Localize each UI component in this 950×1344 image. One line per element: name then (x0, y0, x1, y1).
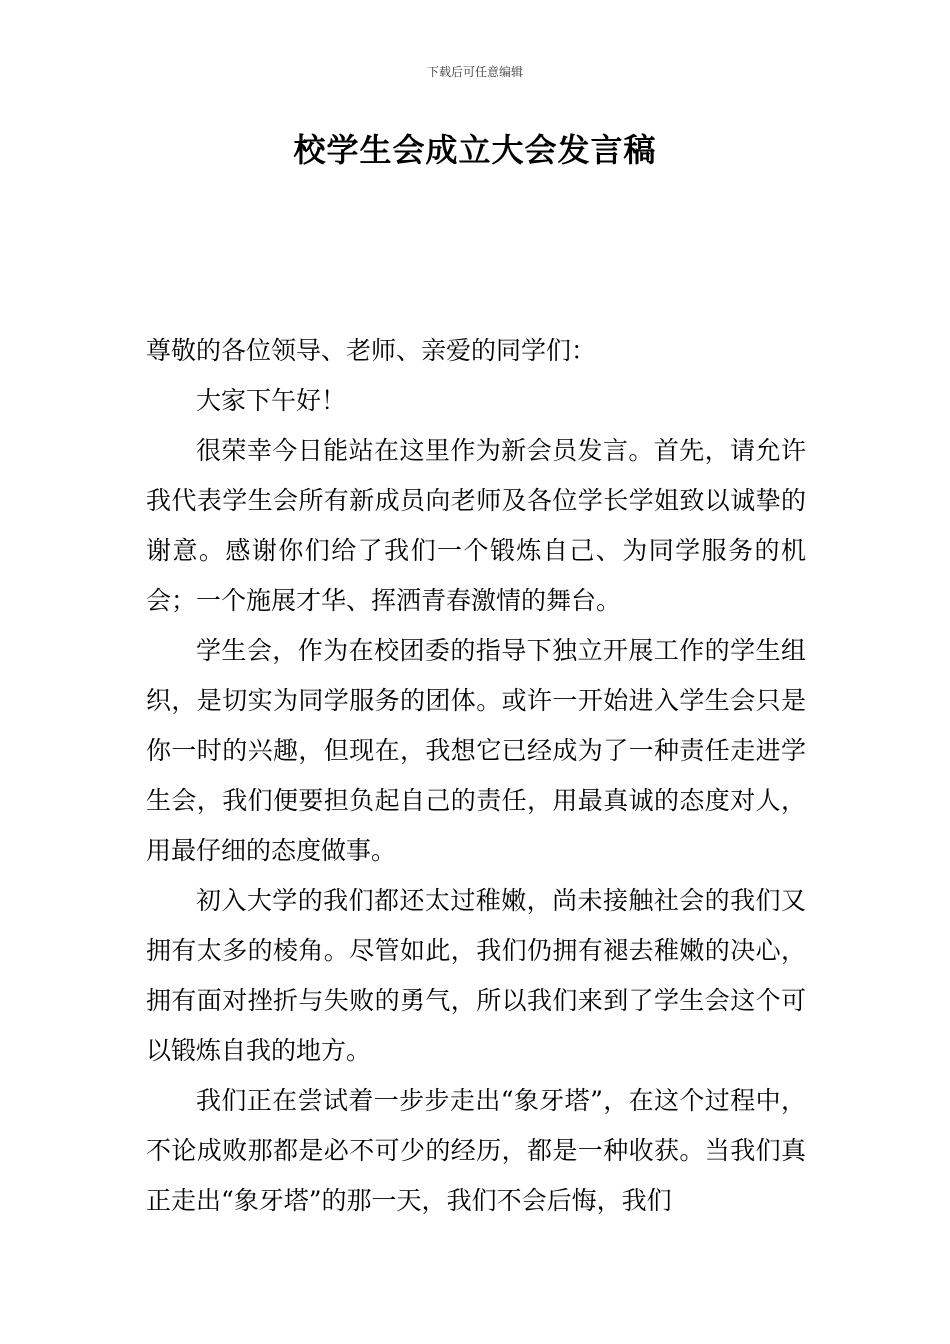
salutation: 尊敬的各位领导、老师、亲爱的同学们： (146, 336, 597, 365)
paragraph-freshmen: 初入大学的我们都还太过稚嫩，尚未接触社会的我们又拥有太多的棱角。尽管如此，我们仍拥有褪去稚嫩的决心，拥有面对挫折与失败的勇气，所以我们来到了学生会这个可以锻炼自我的地方。 (146, 886, 806, 1065)
header-note: 下载后可任意编辑 (426, 65, 523, 79)
paragraph-student-union: 学生会，作为在校团委的指导下独立开展工作的学生组织，是切实为同学服务的团体。或许一开始进入学生会只是你一时的兴趣，但现在，我想它已经成为了一种责任走进学生会，我们便要担负起自己的责任，用最真诚的态度对人，用最仔细的态度做事。 (146, 636, 806, 865)
paragraph-thanks: 很荣幸今日能站在这里作为新会员发言。首先，请允许我代表学生会所有新成员向老师及各位学长学姐致以诚挚的谢意。感谢你们给了我们一个锻炼自己、为同学服务的机会；一个施展才华、挥洒青春激情的舞台。 (146, 436, 806, 615)
paragraph-greeting: 大家下午好！ (196, 386, 347, 415)
paragraph-ivory-tower: 我们正在尝试着一步步走出“象牙塔”，在这个过程中，不论成败那都是必不可少的经历，都是一种收获。当我们真正走出“象牙塔”的那一天，我们不会后悔，我们 (146, 1086, 806, 1215)
document-title: 校学生会成立大会发言稿 (293, 131, 657, 169)
document-body (146, 326, 806, 1226)
